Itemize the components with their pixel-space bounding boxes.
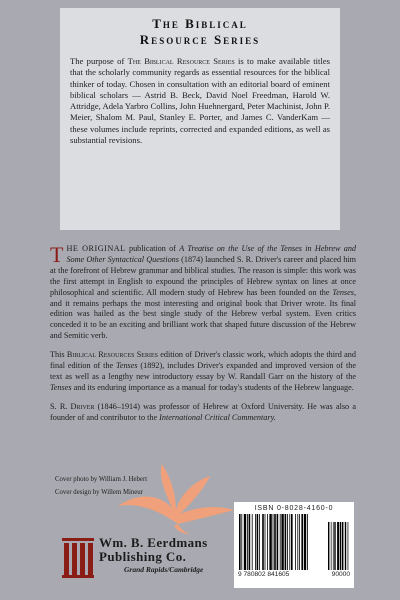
series-body-pre: The purpose of <box>70 56 128 66</box>
cover-design-credit: Cover design by Willem Mineur <box>55 489 143 496</box>
barcode-bar <box>262 514 264 570</box>
barcode-addon-bar <box>333 522 334 570</box>
barcode-addon-bar <box>345 522 346 570</box>
commentary-title: International Critical Commentary. <box>159 412 276 422</box>
barcode-bar <box>301 514 303 570</box>
barcode-addon-bar <box>328 522 329 570</box>
barcode-bar <box>307 514 308 570</box>
series-body-text <box>70 56 330 146</box>
series-description-box <box>60 8 340 230</box>
barcode-bar <box>249 514 251 570</box>
barcode-addon-bar <box>342 522 343 570</box>
barcode-bar <box>241 514 242 570</box>
description-paragraph-1 <box>50 244 356 342</box>
barcode-bar <box>267 514 268 570</box>
book-description <box>50 244 356 432</box>
barcode-bar <box>255 514 256 570</box>
para2-tenses-1: Tenses <box>116 361 138 371</box>
para2-text-4: and its enduring importance as a manual for today's students of the Hebrew language. <box>71 382 354 392</box>
para1-text-1: publication of <box>125 244 180 253</box>
lead-in: HE ORIGINAL <box>66 244 126 253</box>
barcode-bar <box>252 514 253 570</box>
author-name: S. R. Driver <box>50 401 95 411</box>
series-body-post: is to make available titles that the scholarly community regards as essential resources for the biblical thinker of today. Chosen in consultation with an editorial board of eminent biblical scholars — Astrid B. Beck, David Noel Freedman, Harold W. Attridge, Adela Yarbro Collins, John Huehnergard, Peter Machinist, John P. Meier, Shalom M. Paul, Stanley E. Porter, and James C. VanderKam — these volumes include reprints, corrected and expanded editions, as well as substantial revisions. <box>70 56 330 146</box>
barcode-bar <box>257 514 259 570</box>
isbn-number: ISBN 0-8028-4160-0 <box>254 505 334 512</box>
barcode-bar <box>280 514 281 570</box>
barcode-addon-bar <box>340 522 341 570</box>
drop-cap: T <box>50 242 64 267</box>
barcode-bar <box>273 514 274 570</box>
barcode-bar <box>304 514 306 570</box>
barcode-bar <box>289 514 290 570</box>
barcode-bar <box>259 514 260 570</box>
para1-text-2: (1874) launched S. R. Driver's career and placed him at the forefront of Hebrew grammar and biblical studies. The reason is simple: this work was the first attempt in English to expound the principles of Hebrew syntax on lines at once philosophical and scientific. All modern study of Hebrew has been founded on the <box>50 254 356 297</box>
barcode-bar <box>247 514 248 570</box>
barcode-addon-bar <box>331 522 332 570</box>
publisher-place: Grand Rapids/Cambridge <box>124 565 204 574</box>
barcode-bar <box>281 514 283 570</box>
barcode-bar <box>244 514 246 570</box>
description-paragraph-2 <box>50 350 356 394</box>
publisher-name-line1: Wm. B. Eerdmans <box>99 535 208 550</box>
barcode-bars <box>238 514 350 570</box>
para2-series-name: Biblical Resources Series <box>66 350 158 360</box>
barcode-bar <box>285 514 287 570</box>
barcode-bar <box>295 514 296 570</box>
publisher-name <box>99 536 219 564</box>
barcode-bar <box>274 514 276 570</box>
series-title-line2: Resource Series <box>139 32 261 47</box>
barcode-digits-right: 90000 <box>331 571 350 578</box>
author-paragraph <box>50 402 356 424</box>
barcode-addon-bar <box>334 522 335 570</box>
barcode-bar <box>269 514 271 570</box>
para2-text-3: (1892), includes Driver's expanded and improved version of the text as well as a lengthy new introductory essay by W. Randall Garr on the history of the <box>50 361 356 381</box>
barcode-digits <box>238 571 350 578</box>
para1-tenses: Tenses, <box>332 287 356 297</box>
book-title: A Treatise on the Use of the Tenses in Hebrew and Some Other Syntactical Questions <box>66 244 357 264</box>
para1-text-3: and it remains perhaps the most interesting and original book that Driver wrote. Its final edition was hailed as the best single study of the Hebrew verbal system. Even critics conceded it to be an exciting and brilliant work that shaped future discussion of the Hebrew and Semitic verb. <box>50 298 356 341</box>
barcode-addon-bar <box>348 522 349 570</box>
publisher-logo-icon <box>62 532 94 578</box>
publisher-name-line2: Publishing Co. <box>99 549 187 564</box>
barcode-bar <box>297 514 298 570</box>
barcode-bar <box>277 514 279 570</box>
series-body-series-name: The Biblical Resource Series <box>127 56 235 66</box>
para2-text-1: This <box>50 350 67 360</box>
barcode-bar <box>239 514 241 570</box>
series-title <box>70 16 330 48</box>
series-title-line1: The Biblical <box>152 16 248 31</box>
isbn-barcode <box>234 502 354 588</box>
cover-credits <box>55 475 147 501</box>
barcode-bar <box>287 514 288 570</box>
cover-photo-credit: Cover photo by William J. Hebert <box>55 476 148 483</box>
barcode-bar <box>265 514 266 570</box>
para2-tenses-2: Tenses <box>50 382 72 392</box>
barcode-bar <box>299 514 300 570</box>
barcode-addon-bar <box>337 522 339 570</box>
para2-text-2: edition of Driver's classic work, which adopts the third and final edition of the <box>50 350 356 371</box>
barcode-digits-left: 9 780802 841605 <box>238 571 290 578</box>
barcode-bar <box>291 514 293 570</box>
para3-text-1: (1846–1914) was professor of Hebrew at Oxford University. He was also a founder of and contributor to the <box>50 401 356 422</box>
